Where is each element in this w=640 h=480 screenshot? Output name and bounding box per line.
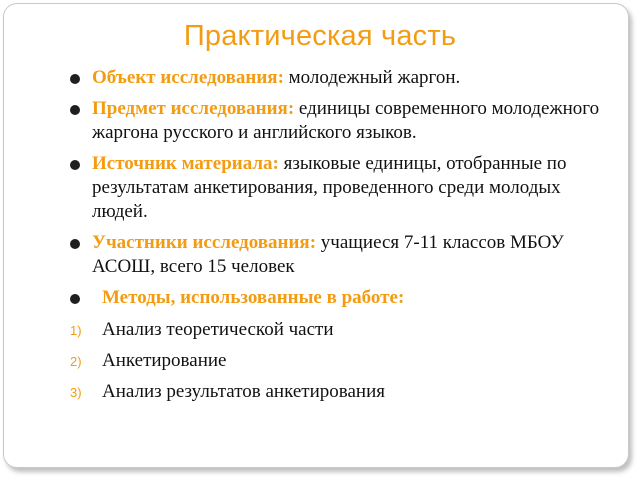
slide-title: Практическая часть — [183, 20, 457, 52]
method-number: 1) — [70, 323, 82, 338]
bullet-label: Методы, использованные в работе: — [102, 287, 405, 308]
bullet-item-source — [0, 152, 620, 224]
bullet-text: учащиеся 7-11 классов МБОУ АСОШ, всего 15 человек — [92, 232, 564, 277]
method-number: 3) — [70, 385, 82, 400]
method-text: Анализ результатов анкетирования — [102, 381, 385, 402]
bullet-dot-icon — [70, 160, 80, 170]
method-text: Анализ теоретической части — [102, 319, 334, 340]
bullet-item-object — [0, 66, 620, 90]
bullet-dot-icon — [70, 239, 80, 249]
bullet-item-participants — [0, 231, 620, 279]
bullet-dot-icon — [70, 105, 80, 115]
bullet-item-methods — [0, 286, 620, 310]
method-item — [0, 318, 620, 342]
bullet-dot-icon — [70, 74, 80, 84]
bullet-dot-icon — [70, 294, 80, 304]
bullet-item-subject — [0, 97, 620, 145]
method-item — [0, 349, 620, 373]
bullet-label: Предмет исследования: — [92, 98, 295, 119]
method-number: 2) — [70, 354, 82, 369]
slide-content — [0, 66, 620, 411]
bullet-label: Участники исследования: — [92, 232, 317, 253]
bullet-text: языковые единицы, отобранные по результатам анкетирования, проведенного среди молодых людей. — [92, 153, 567, 222]
bullet-label: Объект исследования: — [92, 67, 284, 88]
bullet-label: Источник материала: — [92, 153, 279, 174]
method-item — [0, 380, 620, 404]
method-text: Анкетирование — [102, 350, 227, 371]
bullet-text: молодежный жаргон. — [283, 67, 461, 88]
bullet-text: единицы современного молодежного жаргона русского и английского языков. — [92, 98, 600, 143]
